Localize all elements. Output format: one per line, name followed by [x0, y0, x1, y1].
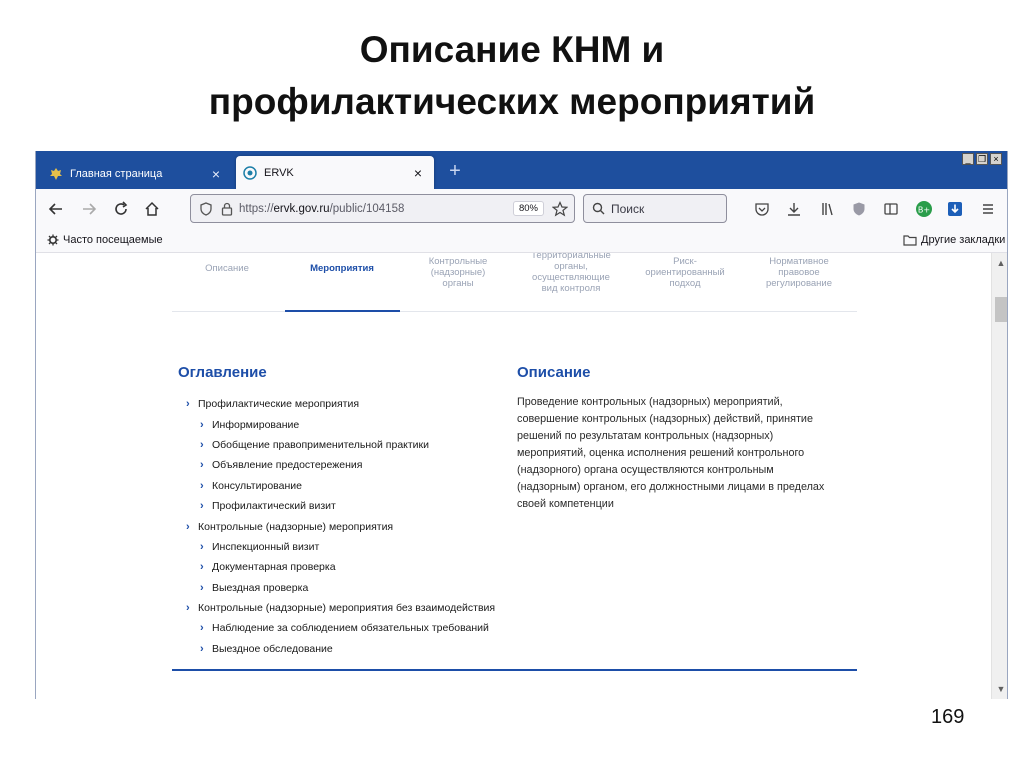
- bookmark-label: Другие закладки: [921, 234, 1006, 246]
- window-close-button[interactable]: ×: [990, 153, 1002, 165]
- new-tab-button[interactable]: +: [449, 160, 461, 182]
- toc-item[interactable]: [186, 476, 506, 496]
- maximize-button[interactable]: ❐: [977, 154, 987, 164]
- slide-title: [0, 24, 1024, 128]
- tabs-divider: [172, 311, 857, 312]
- description-line: (надзорного) органа осуществляются контрольным: [517, 464, 774, 476]
- library-icon[interactable]: [816, 197, 840, 221]
- active-tab-indicator: [285, 310, 400, 312]
- toc-item-label: Контрольные (надзорные) мероприятия без взаимодействия: [198, 602, 496, 615]
- toc-item-label: Выездная проверка: [212, 581, 309, 594]
- tab-strip: [36, 151, 1008, 189]
- page-content: [36, 253, 991, 699]
- search-input[interactable]: [583, 194, 727, 223]
- tab-home[interactable]: [42, 158, 232, 189]
- toc-item-label: Консультирование: [212, 479, 302, 492]
- arrow-right-icon: [81, 201, 97, 217]
- description-line: (надзорным) органом, его должностными лицами в пределах: [517, 481, 825, 493]
- toc-item[interactable]: [186, 435, 506, 455]
- close-icon[interactable]: ×: [211, 165, 221, 182]
- toc-item[interactable]: [186, 578, 506, 598]
- toc-item[interactable]: [186, 639, 506, 659]
- search-icon: [592, 202, 605, 215]
- bookmark-label: Часто посещаемые: [63, 234, 163, 246]
- emblem-icon: [48, 166, 64, 182]
- toc-item[interactable]: [186, 455, 506, 475]
- toc-item[interactable]: [186, 496, 506, 516]
- star-icon[interactable]: [552, 201, 568, 217]
- bookmark-frequently-visited[interactable]: [47, 234, 163, 246]
- folder-icon: [903, 234, 917, 246]
- chevron-right-icon: ›: [200, 418, 204, 431]
- tab-description[interactable]: Описание: [205, 263, 249, 274]
- tab-ervk[interactable]: [236, 156, 434, 189]
- toc-item-label: Документарная проверка: [212, 561, 336, 574]
- description-line: мероприятий, оценка исполнения решений контрольного: [517, 447, 805, 459]
- chevron-right-icon: ›: [200, 540, 204, 553]
- chevron-right-icon: ›: [200, 642, 204, 655]
- download-manager-icon[interactable]: [943, 197, 967, 221]
- tab-control-bodies[interactable]: Контрольные (надзорные) органы: [428, 256, 488, 289]
- chevron-right-icon: ›: [200, 479, 204, 492]
- chevron-right-icon: ›: [200, 438, 204, 451]
- home-button[interactable]: [140, 197, 164, 221]
- chevron-right-icon: ›: [186, 398, 190, 411]
- tab-events[interactable]: Мероприятия: [310, 263, 374, 274]
- url-prefix: https://: [239, 202, 274, 215]
- chevron-right-icon: ›: [186, 602, 190, 615]
- lock-icon: [221, 202, 233, 216]
- description-line: своей компетенции: [517, 498, 614, 510]
- toc-item-label: Информирование: [212, 418, 300, 431]
- tab-regulation[interactable]: Нормативное правовое регулирование: [765, 256, 833, 289]
- address-bar[interactable]: [190, 194, 575, 223]
- gear-icon: [47, 234, 59, 246]
- chevron-right-icon: ›: [200, 459, 204, 472]
- description-line: Проведение контрольных (надзорных) мероприятий,: [517, 396, 783, 408]
- description-text: [517, 394, 862, 513]
- search-placeholder: Поиск: [611, 201, 645, 216]
- download-icon[interactable]: [782, 197, 806, 221]
- scrollbar-thumb[interactable]: [995, 297, 1008, 322]
- scroll-up-icon[interactable]: ▲: [996, 258, 1006, 268]
- toc-item-label: Инспекционный визит: [212, 540, 320, 553]
- toc-item-label: Профилактические мероприятия: [198, 398, 360, 411]
- slide-title-line-1: Описание КНМ и: [359, 29, 665, 70]
- toc-heading: Оглавление: [178, 364, 267, 381]
- url-path: /public/104158: [329, 202, 405, 215]
- description-heading: Описание: [517, 364, 591, 381]
- toc-item[interactable]: [186, 557, 506, 577]
- tab-label: ERVK: [264, 166, 294, 179]
- extension-b-icon[interactable]: [912, 197, 936, 221]
- reload-button[interactable]: [109, 197, 133, 221]
- svg-text:B+: B+: [917, 205, 931, 215]
- description-line: решений по результатам контрольных (надзорных): [517, 430, 774, 442]
- close-icon[interactable]: ×: [413, 164, 423, 181]
- toc-item-label: Обобщение правоприменительной практики: [212, 438, 430, 451]
- page-number: 169: [931, 706, 965, 728]
- tab-label: Главная страница: [70, 167, 163, 180]
- chevron-right-icon: ›: [200, 561, 204, 574]
- pocket-icon[interactable]: [750, 197, 774, 221]
- toc-item-label: Выездное обследование: [212, 642, 333, 655]
- chevron-right-icon: ›: [186, 520, 190, 533]
- tab-territorial-bodies[interactable]: Территориальные органы, осуществляющие вид контроля: [531, 253, 611, 294]
- toc-item-label: Профилактический визит: [212, 500, 336, 513]
- toc-item[interactable]: [186, 516, 506, 536]
- section-divider: [172, 669, 857, 671]
- toc-item-label: Контрольные (надзорные) мероприятия: [198, 520, 394, 533]
- chevron-right-icon: ›: [200, 622, 204, 635]
- shield-icon: [199, 202, 213, 216]
- reload-icon: [113, 201, 129, 217]
- toc-list: [186, 394, 506, 659]
- shield-icon[interactable]: [847, 197, 871, 221]
- toc-item[interactable]: [186, 598, 506, 618]
- vertical-scrollbar[interactable]: [991, 253, 1008, 699]
- back-button[interactable]: [44, 197, 68, 221]
- toc-item[interactable]: [186, 394, 506, 414]
- toc-item[interactable]: [186, 414, 506, 434]
- minimize-button[interactable]: _: [962, 153, 974, 165]
- arrow-left-icon: [48, 201, 64, 217]
- chevron-right-icon: ›: [200, 581, 204, 594]
- chevron-right-icon: ›: [200, 500, 204, 513]
- url-domain: ervk.gov.ru: [273, 202, 330, 215]
- browser-window: [35, 151, 1008, 699]
- home-icon: [144, 201, 160, 217]
- reader-icon[interactable]: [879, 197, 903, 221]
- ervk-icon: [242, 165, 258, 181]
- toc-item[interactable]: [186, 618, 506, 638]
- menu-icon[interactable]: [976, 197, 1000, 221]
- url-text: [239, 203, 513, 215]
- description-line: совершение контрольных (надзорных) действий, принятие: [517, 413, 813, 425]
- toc-item[interactable]: [186, 537, 506, 557]
- slide-title-line-2: профилактических мероприятий: [208, 81, 816, 122]
- scroll-down-icon[interactable]: ▼: [996, 684, 1006, 694]
- zoom-badge[interactable]: 80%: [513, 201, 544, 216]
- forward-button[interactable]: [77, 197, 101, 221]
- bookmark-other[interactable]: [903, 234, 1005, 246]
- toc-item-label: Объявление предостережения: [212, 459, 363, 472]
- toc-item-label: Наблюдение за соблюдением обязательных требований: [212, 622, 489, 635]
- bookmarks-bar: [36, 229, 1008, 253]
- tab-risk-approach[interactable]: Риск- ориентированный подход: [645, 256, 725, 289]
- navigation-bar: [36, 189, 1008, 229]
